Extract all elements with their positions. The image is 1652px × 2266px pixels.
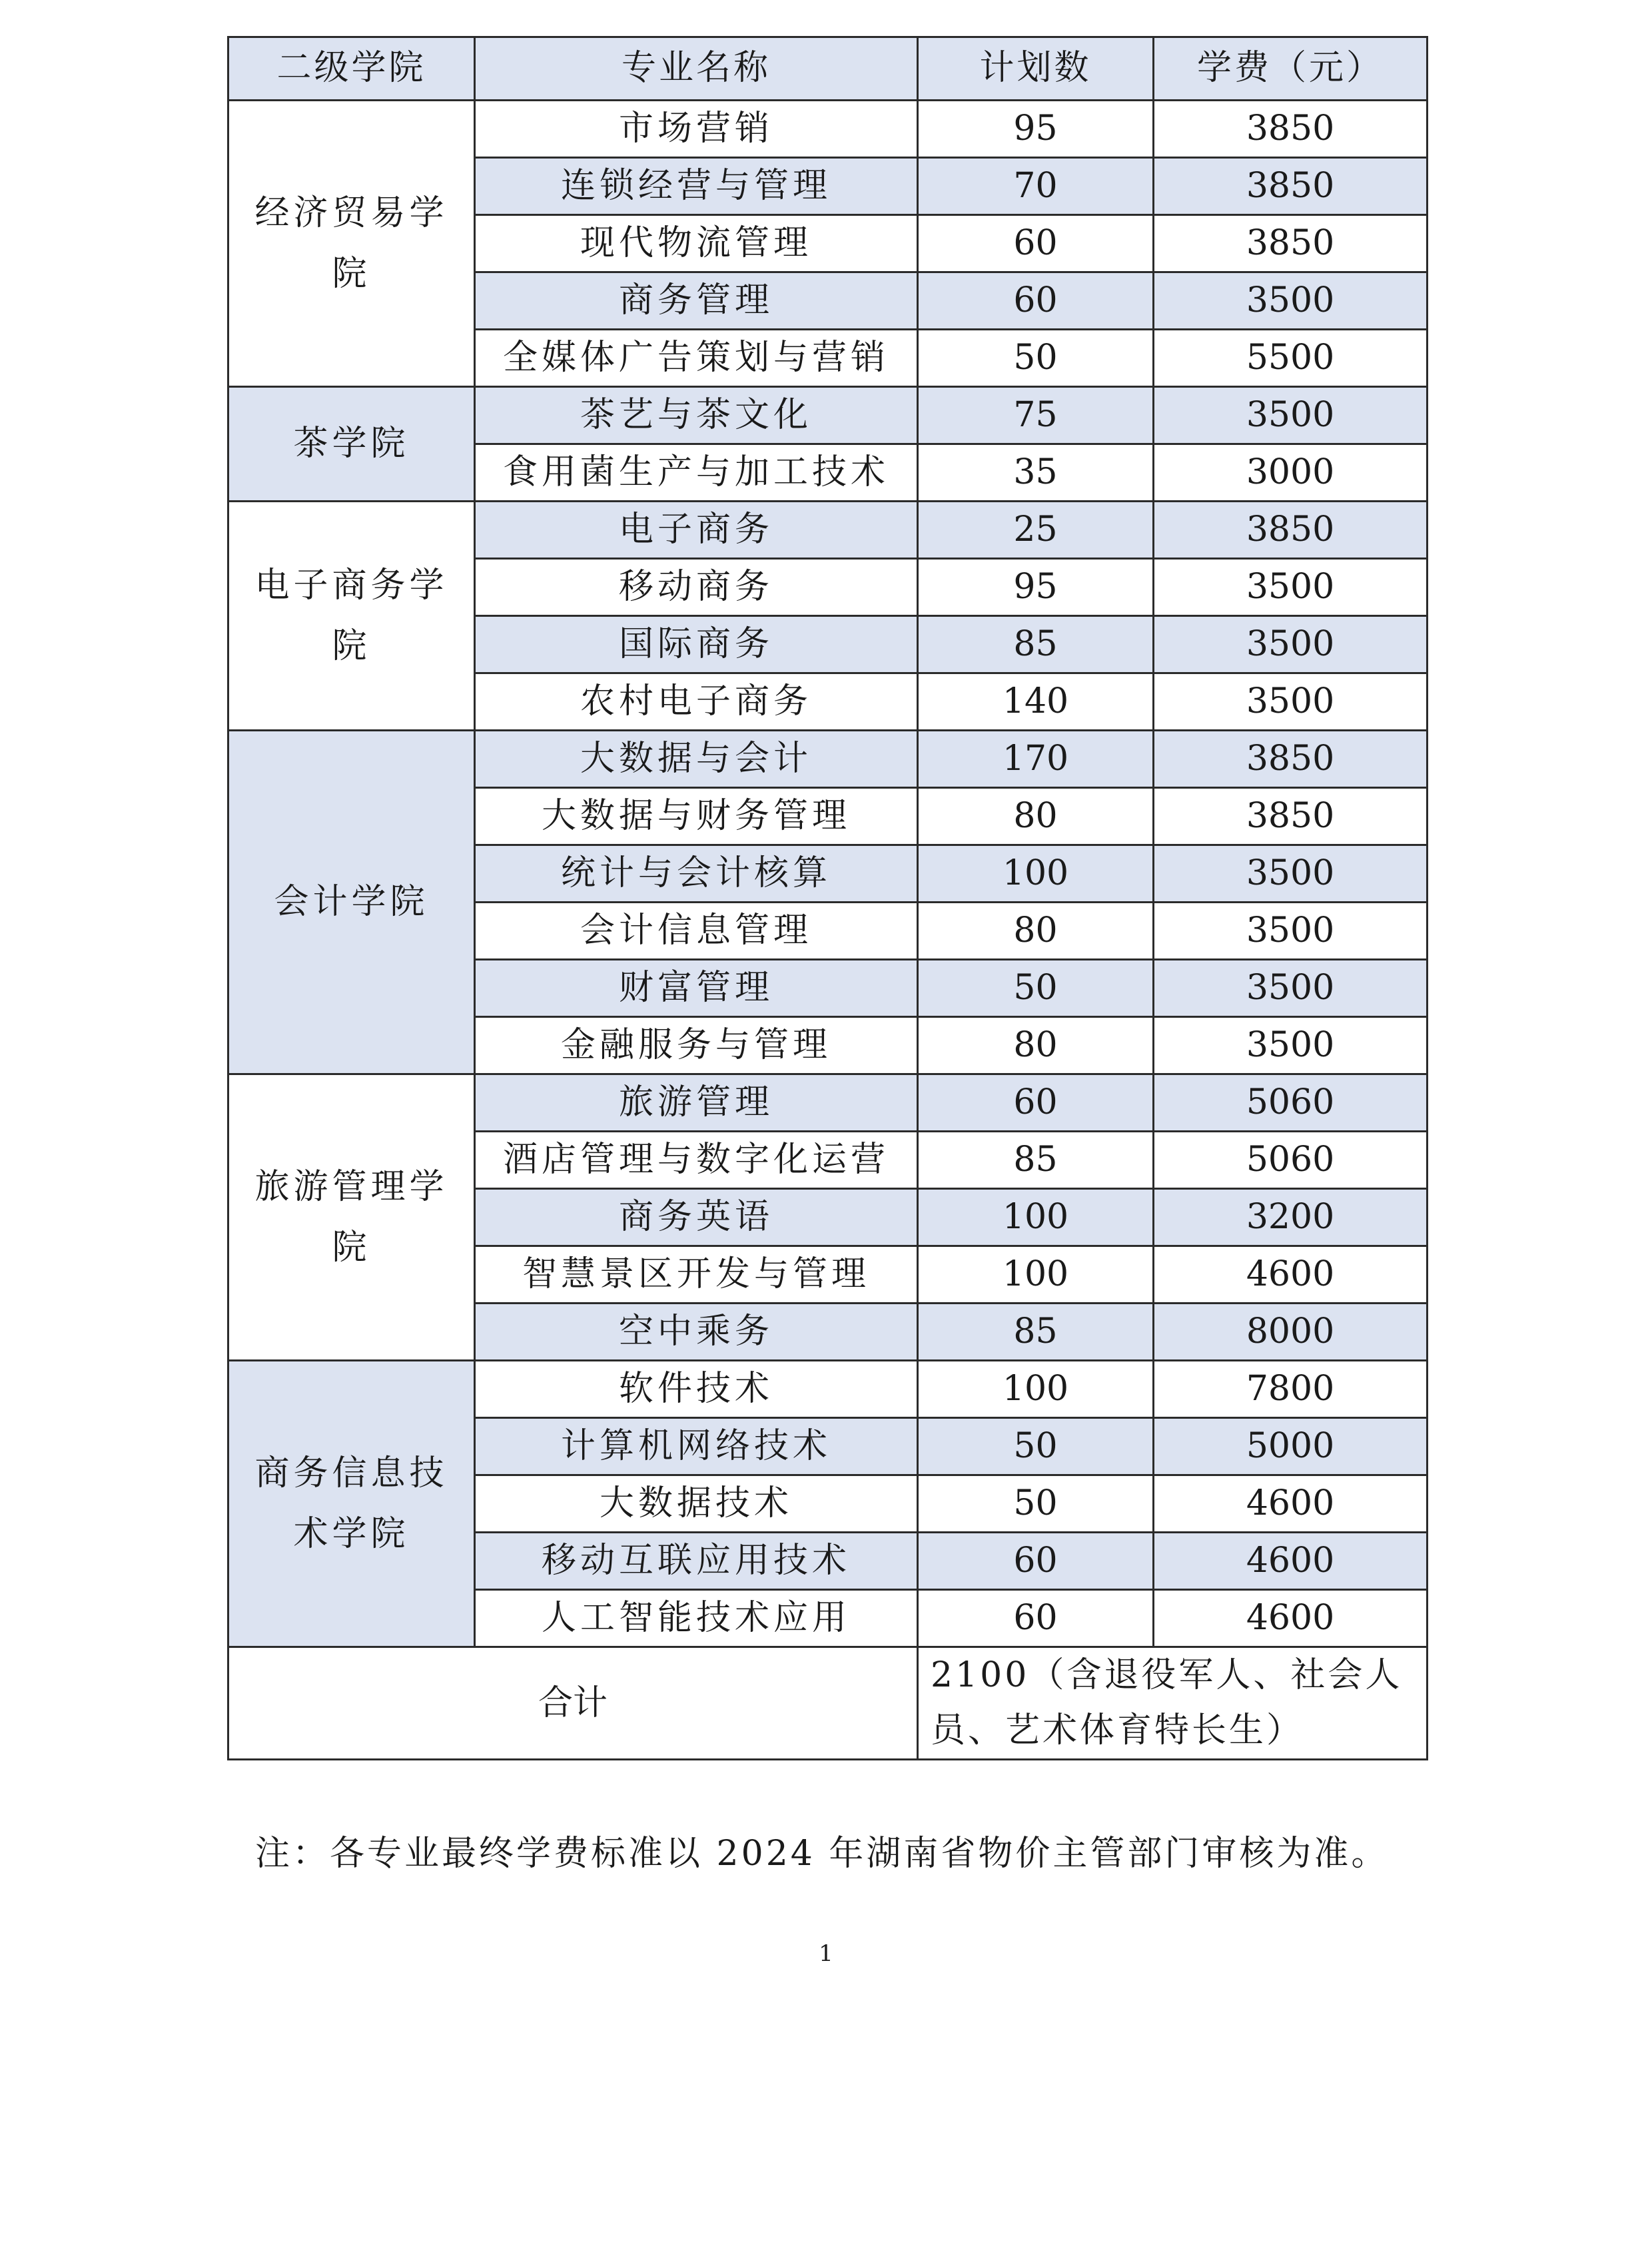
- tuition-fee-cell: 3500: [1154, 272, 1428, 330]
- footnote: 注：各专业最终学费标准以 2024 年湖南省物价主管部门审核为准。: [255, 1834, 1389, 1874]
- plan-count-cell: 95: [918, 101, 1154, 158]
- major-cell: 电子商务: [475, 502, 918, 559]
- major-cell: 商务管理: [475, 272, 918, 330]
- plan-count-cell: 140: [918, 673, 1154, 731]
- enrollment-plan-table: [227, 36, 1428, 1760]
- major-cell: 大数据技术: [475, 1475, 918, 1533]
- tuition-fee-cell: 3850: [1154, 158, 1428, 215]
- page-number: 1: [819, 1940, 833, 1967]
- major-cell: 旅游管理: [475, 1074, 918, 1132]
- tuition-fee-cell: 3500: [1154, 673, 1428, 731]
- major-cell: 连锁经营与管理: [475, 158, 918, 215]
- major-cell: 现代物流管理: [475, 215, 918, 272]
- major-cell: 全媒体广告策划与营销: [475, 330, 918, 387]
- major-cell: 酒店管理与数字化运营: [475, 1132, 918, 1189]
- major-cell: 商务英语: [475, 1189, 918, 1246]
- tuition-fee-cell: 3500: [1154, 845, 1428, 903]
- major-cell: 人工智能技术应用: [475, 1590, 918, 1647]
- header-fee: 学费（元）: [1154, 37, 1428, 101]
- major-cell: 食用菌生产与加工技术: [475, 444, 918, 502]
- major-cell: 茶艺与茶文化: [475, 387, 918, 444]
- table-row: [228, 101, 1428, 158]
- college-cell: 电子商务学院: [228, 502, 475, 731]
- plan-count-cell: 35: [918, 444, 1154, 502]
- header-college: 二级学院: [228, 37, 475, 101]
- plan-count-cell: 60: [918, 215, 1154, 272]
- plan-count-cell: 50: [918, 1475, 1154, 1533]
- plan-count-cell: 100: [918, 1246, 1154, 1304]
- tuition-fee-cell: 5000: [1154, 1418, 1428, 1475]
- tuition-fee-cell: 3850: [1154, 788, 1428, 845]
- total-row: [228, 1647, 1428, 1760]
- plan-count-cell: 80: [918, 903, 1154, 960]
- college-cell: 会计学院: [228, 731, 475, 1074]
- plan-count-cell: 50: [918, 1418, 1154, 1475]
- major-cell: 农村电子商务: [475, 673, 918, 731]
- tuition-fee-cell: 3500: [1154, 1017, 1428, 1074]
- plan-count-cell: 100: [918, 1361, 1154, 1418]
- table-row: [228, 731, 1428, 788]
- plan-count-cell: 95: [918, 559, 1154, 616]
- header-major: 专业名称: [475, 37, 918, 101]
- total-label: 合计: [228, 1647, 918, 1760]
- plan-count-cell: 70: [918, 158, 1154, 215]
- plan-count-cell: 85: [918, 616, 1154, 673]
- plan-count-cell: 100: [918, 1189, 1154, 1246]
- table-row: [228, 1361, 1428, 1418]
- tuition-fee-cell: 5060: [1154, 1132, 1428, 1189]
- major-cell: 市场营销: [475, 101, 918, 158]
- tuition-fee-cell: 3500: [1154, 960, 1428, 1017]
- major-cell: 移动互联应用技术: [475, 1533, 918, 1590]
- table-body: [228, 101, 1428, 1647]
- table-row: [228, 1074, 1428, 1132]
- table-row: [228, 387, 1428, 444]
- college-cell: 茶学院: [228, 387, 475, 502]
- major-cell: 计算机网络技术: [475, 1418, 918, 1475]
- tuition-fee-cell: 3850: [1154, 731, 1428, 788]
- plan-count-cell: 50: [918, 960, 1154, 1017]
- tuition-fee-cell: 3200: [1154, 1189, 1428, 1246]
- major-cell: 大数据与会计: [475, 731, 918, 788]
- major-cell: 大数据与财务管理: [475, 788, 918, 845]
- tuition-fee-cell: 3500: [1154, 387, 1428, 444]
- plan-count-cell: 60: [918, 1533, 1154, 1590]
- plan-count-cell: 60: [918, 272, 1154, 330]
- major-cell: 智慧景区开发与管理: [475, 1246, 918, 1304]
- plan-count-cell: 80: [918, 788, 1154, 845]
- plan-count-cell: 50: [918, 330, 1154, 387]
- college-cell: 旅游管理学院: [228, 1074, 475, 1361]
- plan-count-cell: 75: [918, 387, 1154, 444]
- major-cell: 会计信息管理: [475, 903, 918, 960]
- tuition-fee-cell: 3500: [1154, 559, 1428, 616]
- total-value: 2100（含退役军人、社会人员、艺术体育特长生）: [918, 1647, 1428, 1760]
- tuition-fee-cell: 4600: [1154, 1475, 1428, 1533]
- plan-count-cell: 100: [918, 845, 1154, 903]
- tuition-fee-cell: 8000: [1154, 1304, 1428, 1361]
- plan-count-cell: 170: [918, 731, 1154, 788]
- tuition-fee-cell: 7800: [1154, 1361, 1428, 1418]
- tuition-fee-cell: 3000: [1154, 444, 1428, 502]
- plan-count-cell: 60: [918, 1590, 1154, 1647]
- tuition-fee-cell: 4600: [1154, 1533, 1428, 1590]
- major-cell: 国际商务: [475, 616, 918, 673]
- tuition-fee-cell: 3500: [1154, 903, 1428, 960]
- table-header-row: [228, 37, 1428, 101]
- major-cell: 移动商务: [475, 559, 918, 616]
- tuition-fee-cell: 3850: [1154, 502, 1428, 559]
- college-cell: 商务信息技术学院: [228, 1361, 475, 1647]
- tuition-fee-cell: 3500: [1154, 616, 1428, 673]
- plan-count-cell: 80: [918, 1017, 1154, 1074]
- tuition-fee-cell: 5060: [1154, 1074, 1428, 1132]
- table-row: [228, 502, 1428, 559]
- major-cell: 统计与会计核算: [475, 845, 918, 903]
- major-cell: 空中乘务: [475, 1304, 918, 1361]
- plan-count-cell: 85: [918, 1304, 1154, 1361]
- plan-count-cell: 60: [918, 1074, 1154, 1132]
- tuition-fee-cell: 3850: [1154, 215, 1428, 272]
- major-cell: 金融服务与管理: [475, 1017, 918, 1074]
- tuition-fee-cell: 4600: [1154, 1590, 1428, 1647]
- header-plan: 计划数: [918, 37, 1154, 101]
- tuition-fee-cell: 4600: [1154, 1246, 1428, 1304]
- major-cell: 财富管理: [475, 960, 918, 1017]
- major-cell: 软件技术: [475, 1361, 918, 1418]
- plan-count-cell: 25: [918, 502, 1154, 559]
- college-cell: 经济贸易学院: [228, 101, 475, 387]
- tuition-fee-cell: 5500: [1154, 330, 1428, 387]
- plan-count-cell: 85: [918, 1132, 1154, 1189]
- tuition-fee-cell: 3850: [1154, 101, 1428, 158]
